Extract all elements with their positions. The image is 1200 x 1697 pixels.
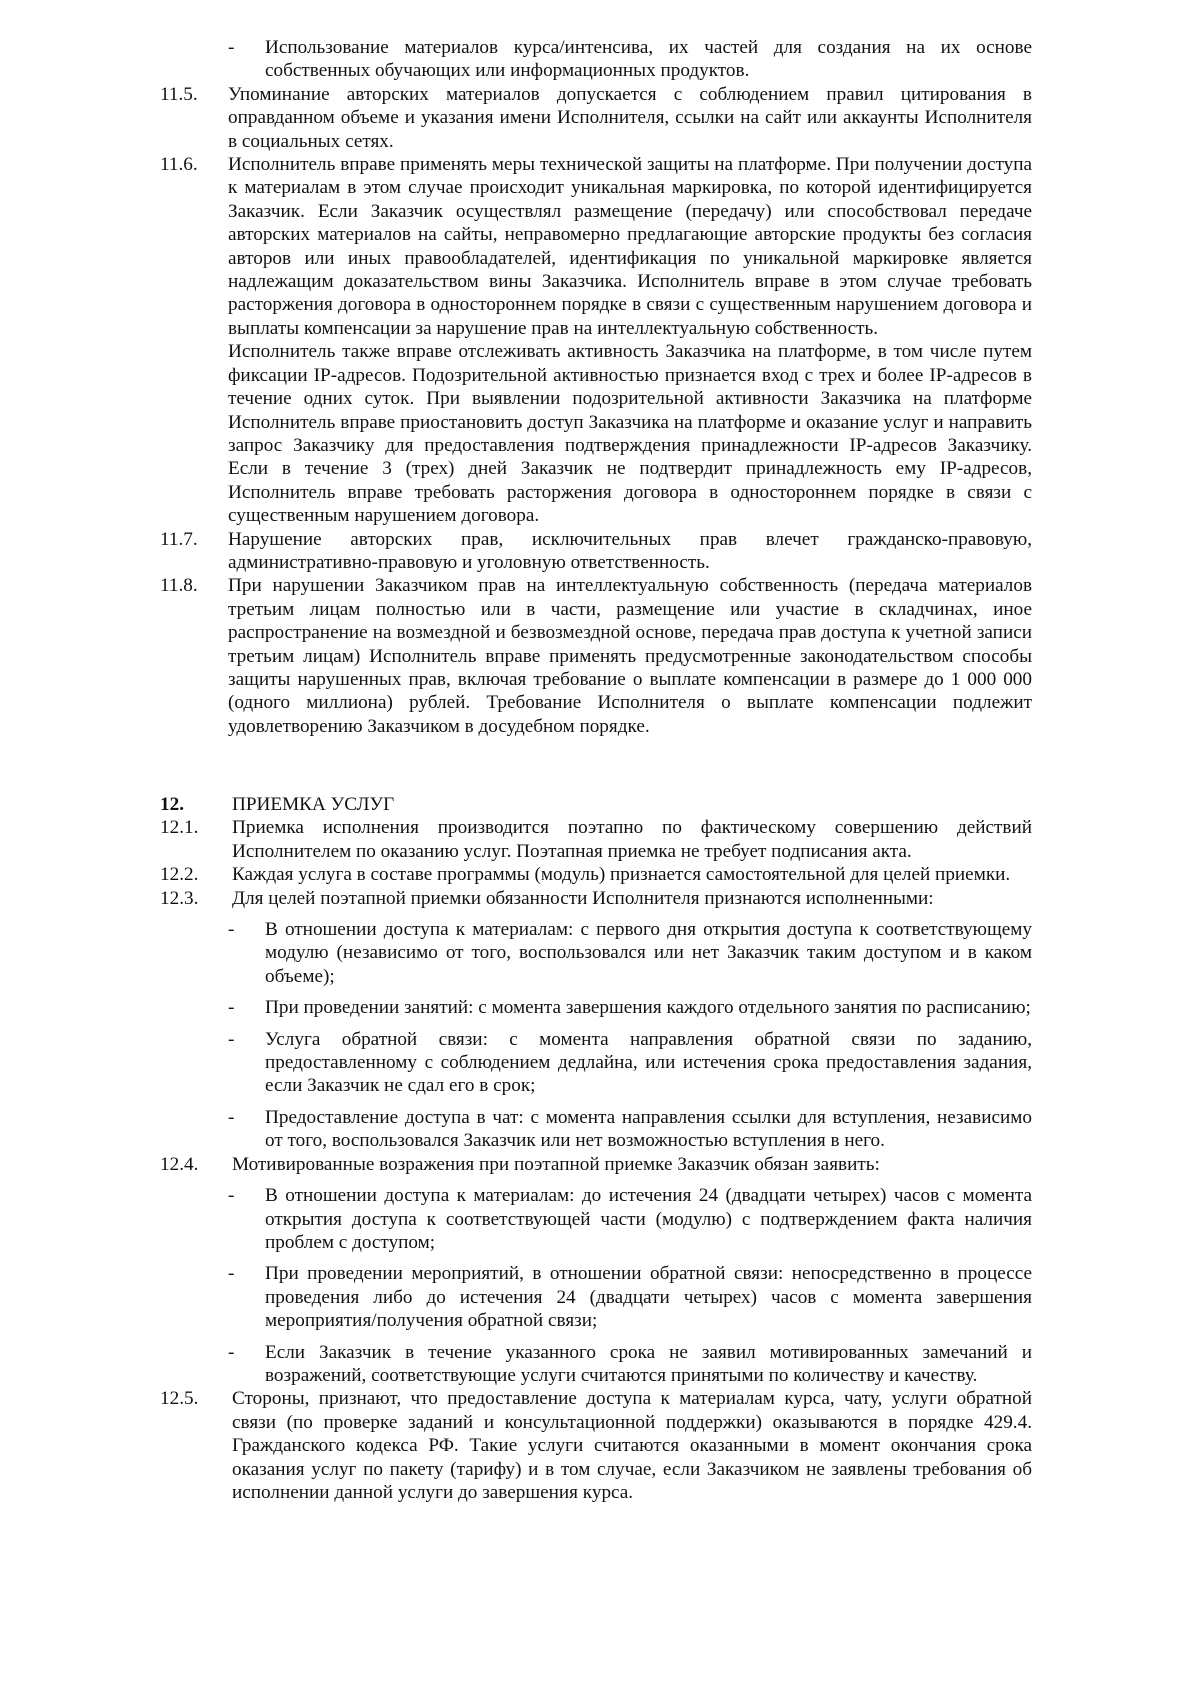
clause-text-continued: Исполнитель также вправе отслеживать активность Заказчика на платформе, в том числе путем фиксации IP-адресов. Подозрительной активностью признается вход с трех и более IP-адресов в течение одних суток. При выявлении подозрительной активности Заказчика на платформе Исполнитель вправе приостановить доступ Заказчика на платформе и оказание услуг и направить запрос Заказчику для предоставления подтверждения принадлежности IP-адресов Заказчику. Если в течение 3 (трех) дней Заказчик не подтвердит принадлежность ему IP-адресов, Исполнитель вправе требовать расторжения договора в одностороннем порядке в связи с существенным нарушением договора. (228, 341, 1032, 527)
bullet-dash: - (228, 919, 235, 941)
bullet-dash: - (228, 1185, 235, 1207)
clause-12-4 (160, 1153, 1032, 1176)
clause-text: Упоминание авторских материалов допускается с соблюдением правил цитирования в оправданном объеме и указания имени Исполнителя, ссылки на сайт или аккаунты Исполнителя в социальных сетях. (228, 83, 1032, 152)
bullet-text: Если Заказчик в течение указанного срока не заявил мотивированных замечаний и возражений, соответствующие услуги считаются принятыми по количеству и качеству. (265, 1341, 1032, 1386)
bullet-text: Использование материалов курса/интенсива, их частей для создания на их основе собственных обучающих или информационных продуктов. (265, 37, 1032, 82)
list-item (228, 1262, 1032, 1332)
bullet-text: Услуга обратной связи: с момента направления обратной связи по заданию, предоставленному с соблюдением дедлайна, или истечения срока предоставления задания, если Заказчик не сдал его в срок; (265, 1028, 1032, 1097)
clause-12-2 (160, 863, 1032, 886)
section-number: 12. (160, 794, 184, 815)
clause-number: 11.5. (160, 83, 198, 105)
bullet-dash: - (228, 1106, 235, 1128)
clause-11-8 (160, 574, 1032, 738)
clause-text: Нарушение авторских прав, исключительных прав влечет гражданско-правовую, административно-правовую и уголовную ответственность. (228, 528, 1032, 573)
clause-text: Каждая услуга в составе программы (модуль) признается самостоятельной для целей приемки. (232, 864, 1011, 886)
clause-number: 12.3. (160, 887, 199, 909)
bullet-dash: - (228, 37, 235, 58)
list-item (228, 996, 1032, 1019)
list-item (228, 1028, 1032, 1098)
bullet-dash: - (228, 997, 235, 1019)
clause-text: Стороны, признают, что предоставление доступа к материалам курса, чату, услуги обратной связи (по проверке заданий и консультационной поддержки) оказываются в порядке 429.4. Гражданского кодекса РФ. Такие услуги считаются оказанными в момент окончания срока оказания услуг по пакету (тарифу) и в том случае, если Заказчиком не заявлены требования об исполнении данной услуги до завершения курса. (232, 1388, 1032, 1503)
list-item (228, 1184, 1032, 1254)
clause-number: 12.2. (160, 864, 199, 886)
list-item (228, 918, 1032, 988)
clause-number: 12.4. (160, 1153, 199, 1175)
clause-12-3 (160, 887, 1032, 910)
clause-12-1 (160, 816, 1032, 863)
list-item (228, 1341, 1032, 1388)
clause-11-5 (160, 83, 1032, 153)
bullet-dash: - (228, 1263, 235, 1285)
clause-11-6 (160, 153, 1032, 528)
bullet-dash: - (228, 1341, 235, 1363)
bullet-dash: - (228, 1028, 235, 1050)
section-12 (160, 793, 1032, 1504)
list-item (228, 1106, 1032, 1153)
section-11-continuation (160, 36, 1032, 738)
bullet-text: В отношении доступа к материалам: с первого дня открытия доступа к соответствующему модулю (независимо от того, воспользовался или нет Заказчик таким доступом и в каком объеме); (265, 919, 1032, 987)
clause-number: 11.7. (160, 528, 198, 550)
clause-text: При нарушении Заказчиком прав на интеллектуальную собственность (передача материалов третьим лицам полностью или в части, размещение или участие в складчинах, иное распространение на возмездной и безвозмездной основе, передача прав доступа к учетной записи третьим лицам) Исполнитель вправе применять предусмотренные законодательством способы защиты нарушенных прав, включая требование о выплате компенсации в размере до 1 000 000 (одного миллиона) рублей. Требование Исполнителя о выплате компенсации подлежит удовлетворению Заказчиком в досудебном порядке. (228, 575, 1032, 737)
clause-text: Для целей поэтапной приемки обязанности Исполнителя признаются исполненными: (232, 887, 934, 909)
clause-number: 11.6. (160, 154, 198, 176)
bullet-text: В отношении доступа к материалам: до истечения 24 (двадцати четырех) часов с момента открытия доступа к соответствующей части (модулю) с подтверждением факта наличия проблем с доступом; (265, 1185, 1032, 1253)
clause-text: Приемка исполнения производится поэтапно по фактическому совершению действий Исполнителем по оказанию услуг. Поэтапная приемка не требует подписания акта. (232, 817, 1032, 862)
clause-text: Мотивированные возражения при поэтапной приемке Заказчик обязан заявить: (232, 1153, 880, 1175)
clause-12-5 (160, 1387, 1032, 1504)
section-heading (160, 793, 1032, 816)
clause-number: 12.5. (160, 1388, 199, 1410)
clause-number: 11.8. (160, 575, 198, 597)
section-title: ПРИЕМКА УСЛУГ (232, 794, 395, 815)
bullet-text: При проведении мероприятий, в отношении обратной связи: непосредственно в процессе проведения либо до истечения 24 (двадцати четырех) часов с момента завершения мероприятия/получения обратной связи; (265, 1263, 1032, 1332)
clause-11-7 (160, 528, 1032, 575)
list-item (228, 36, 1032, 83)
bullet-text: При проведении занятий: с момента завершения каждого отдельного занятия по расписанию; (265, 997, 1031, 1019)
clause-number: 12.1. (160, 817, 199, 839)
bullet-text: Предоставление доступа в чат: с момента направления ссылки для вступления, независимо от того, воспользовался Заказчик или нет возможностью вступления в него. (265, 1106, 1032, 1152)
clause-text: Исполнитель вправе применять меры технической защиты на платформе. При получении доступа к материалам в этом случае происходит уникальная маркировка, по которой идентифицируется Заказчик. Если Заказчик осуществлял размещение (передачу) или способствовал передаче авторских материалов на сайты, неправомерно предлагающие авторские продукты без согласия авторов или иных правообладателей, идентификация по уникальной маркировке является надлежащим доказательством вины Заказчика. Исполнитель вправе в этом случае требовать расторжения договора в одностороннем порядке в связи с существенным нарушением договора и выплаты компенсации за нарушение прав на интеллектуальную собственность. (228, 154, 1032, 339)
